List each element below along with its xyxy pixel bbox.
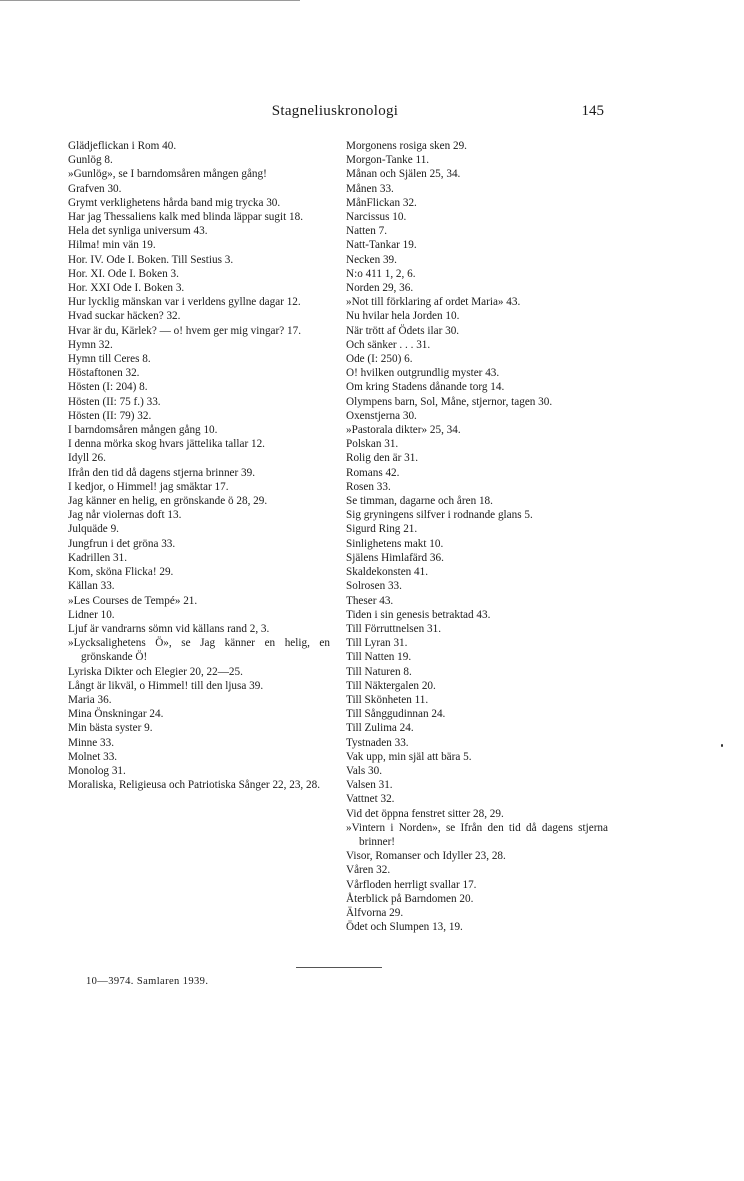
index-entry: Hösten (I: 204) 8. <box>68 381 148 394</box>
index-entry: Necken 39. <box>346 253 397 266</box>
index-entry: Olympens barn, Sol, Måne, stjernor, tagen 30. <box>346 395 553 408</box>
index-entry: Våren 32. <box>346 864 391 877</box>
index-entry: Natten 7. <box>346 225 388 238</box>
index-entry: Kom, sköna Flicka! 29. <box>68 566 174 579</box>
index-entry: Ode (I: 250) 6. <box>346 353 413 366</box>
page-number: 145 <box>581 103 604 119</box>
index-entry: Till Sånggudinnan 24. <box>346 708 446 721</box>
index-entry: Polskan 31. <box>346 438 399 451</box>
index-entry: Till Skönheten 11. <box>346 693 429 706</box>
index-entry: Maria 36. <box>68 693 112 706</box>
scan-speck <box>721 744 723 747</box>
index-entry: Glädjeflickan i Rom 40. <box>68 140 177 152</box>
index-entry: Molnet 33. <box>68 750 118 763</box>
index-entry: Kadrillen 31. <box>68 551 128 564</box>
index-entry: Hilma! min vän 19. <box>68 239 156 252</box>
index-entry: Rosen 33. <box>346 480 391 493</box>
index-entry: Älfvorna 29. <box>346 906 404 919</box>
index-entry: Har jag Thessaliens kalk med blinda läppar sugit 18. <box>68 211 303 224</box>
index-column-left <box>68 139 330 792</box>
index-entry: Själens Himlafärd 36. <box>346 551 444 564</box>
index-entry: Till Lyran 31. <box>346 637 408 650</box>
index-entry: O! hvilken outgrundlig myster 43. <box>346 367 500 380</box>
index-entry: Tystnaden 33. <box>346 736 409 749</box>
index-entry: Vårfloden herrligt svallar 17. <box>346 878 477 891</box>
index-entry: N:o 411 1, 2, 6. <box>346 267 416 280</box>
index-entry: Hur lycklig mänskan var i verldens gyllne dagar 12. <box>68 296 301 309</box>
index-entry: »Lycksalighetens Ö», se Jag känner en helig, en grönskande Ö! <box>68 637 330 664</box>
index-entry: Till Förruttnelsen 31. <box>346 622 442 635</box>
index-entry: Hor. XXI Ode I. Boken 3. <box>68 282 185 295</box>
index-column-right <box>346 139 608 934</box>
index-entry: Jungfrun i det gröna 33. <box>68 537 176 550</box>
scan-edge-line <box>0 0 300 1</box>
index-entry: Julquäde 9. <box>68 523 119 536</box>
index-entry: Långt är likväl, o Himmel! till den ljusa 39. <box>68 679 264 692</box>
index-entry: Romans 42. <box>346 466 400 479</box>
index-entry: Hymn 32. <box>68 338 113 351</box>
index-entry: Källan 33. <box>68 580 115 593</box>
index-entry: Vals 30. <box>346 764 383 777</box>
index-entry: Gunlög 8. <box>68 154 113 167</box>
index-entry: Oxenstjerna 30. <box>346 409 417 422</box>
index-entry: Skaldekonsten 41. <box>346 566 429 579</box>
index-entry: Se timman, dagarne och åren 18. <box>346 495 493 508</box>
footnote-divider <box>296 967 382 968</box>
index-entry: »Vintern i Norden», se Ifrån den tid då dagens stjerna brinner! <box>346 821 608 848</box>
index-entry: Theser 43. <box>346 594 394 607</box>
running-title: Stagneliuskronologi <box>271 103 399 119</box>
index-entry: Återblick på Barndomen 20. <box>346 892 474 905</box>
index-entry: Sigurd Ring 21. <box>346 523 418 536</box>
index-entry: Moraliska, Religieusa och Patriotiska Sånger 22, 23, 28. <box>68 779 320 792</box>
page-header <box>66 103 604 125</box>
index-entry: »Gunlög», se I barndomsåren mången gång! <box>68 168 267 181</box>
index-entry: Nu hvilar hela Jorden 10. <box>346 310 460 323</box>
index-entry: »Not till förklaring af ordet Maria» 43. <box>346 296 521 309</box>
index-entry: Rolig den är 31. <box>346 452 419 465</box>
index-entry: Morgon-Tanke 11. <box>346 154 430 167</box>
index-entry: Till Zulima 24. <box>346 722 414 735</box>
index-entry: Norden 29, 36. <box>346 282 414 295</box>
index-entry: Och sänker . . . 31. <box>346 338 431 351</box>
index-entry: Sinlighetens makt 10. <box>346 537 444 550</box>
index-entry: Till Näktergalen 20. <box>346 679 436 692</box>
index-entry: Ödet och Slumpen 13, 19. <box>346 921 463 934</box>
index-entry: Narcissus 10. <box>346 211 407 224</box>
index-entry: I denna mörka skog hvars jättelika tallar 12. <box>68 438 265 451</box>
index-entry: Vid det öppna fenstret sitter 28, 29. <box>346 807 504 820</box>
index-entry: Hvar är du, Kärlek? — o! hvem ger mig vingar? 17. <box>68 324 301 337</box>
index-entry: »Pastorala dikter» 25, 34. <box>346 424 461 437</box>
index-entry: MånFlickan 32. <box>346 196 417 209</box>
index-entry: Hor. IV. Ode I. Boken. Till Sestius 3. <box>68 253 234 266</box>
index-entry: Till Natten 19. <box>346 651 412 664</box>
index-entry: Grymt verklighetens hårda band mig trycka 30. <box>68 196 281 209</box>
index-entry: I kedjor, o Himmel! jag smäktar 17. <box>68 480 229 493</box>
index-entry: Om kring Stadens dånande torg 14. <box>346 381 505 394</box>
index-entry: Hor. XI. Ode I. Boken 3. <box>68 267 179 280</box>
index-entry: I barndomsåren mången gång 10. <box>68 424 218 437</box>
index-entry: Hymn till Ceres 8. <box>68 353 151 366</box>
index-entry: Sig gryningens silfver i rodnande glans 5. <box>346 509 533 522</box>
index-entry: Valsen 31. <box>346 779 393 792</box>
index-entry: Mina Önskningar 24. <box>68 708 164 721</box>
index-entry: Hvad suckar häcken? 32. <box>68 310 181 323</box>
index-entry: Till Naturen 8. <box>346 665 412 678</box>
index-entry: Vak upp, min själ att bära 5. <box>346 750 472 763</box>
index-entry: Morgonens rosiga sken 29. <box>346 140 467 152</box>
index-entry: »Les Courses de Tempé» 21. <box>68 594 198 607</box>
index-entry: Hela det synliga universum 43. <box>68 225 208 238</box>
index-entry: Min bästa syster 9. <box>68 722 153 735</box>
index-entry: Ifrån den tid då dagens stjerna brinner 39. <box>68 466 256 479</box>
index-entry: Visor, Romanser och Idyller 23, 28. <box>346 850 506 863</box>
index-entry: Idyll 26. <box>68 452 106 465</box>
index-entry: Grafven 30. <box>68 182 122 195</box>
index-entry: När trött af Ödets ilar 30. <box>346 324 460 337</box>
index-entry: Månan och Själen 25, 34. <box>346 168 461 181</box>
index-entry: Hösten (II: 79) 32. <box>68 409 152 422</box>
index-entry: Solrosen 33. <box>346 580 402 593</box>
index-entry: Monolog 31. <box>68 764 126 777</box>
index-entry: Ljuf är vandrarns sömn vid källans rand 2, 3. <box>68 622 270 635</box>
index-entry: Hösten (II: 75 f.) 33. <box>68 395 161 408</box>
index-entry: Lyriska Dikter och Elegier 20, 22—25. <box>68 665 243 678</box>
index-entry: Jag känner en helig, en grönskande ö 28, 29. <box>68 495 268 508</box>
index-entry: Natt-Tankar 19. <box>346 239 417 252</box>
index-entry: Jag når violernas doft 13. <box>68 509 182 522</box>
index-entry: Höstaftonen 32. <box>68 367 140 380</box>
index-entry: Tiden i sin genesis betraktad 43. <box>346 608 491 621</box>
index-entry: Månen 33. <box>346 182 394 195</box>
index-entry: Vattnet 32. <box>346 793 395 806</box>
index-entry: Minne 33. <box>68 736 114 749</box>
index-entry: Lidner 10. <box>68 608 115 621</box>
printer-signature: 10—3974. Samlaren 1939. <box>86 976 209 987</box>
